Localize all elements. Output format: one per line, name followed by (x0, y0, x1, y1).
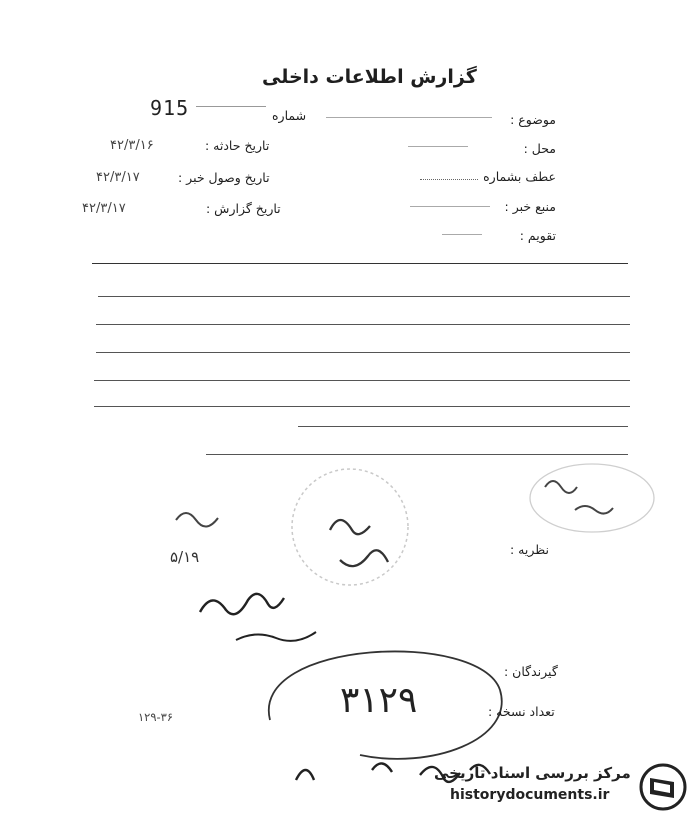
right-scrawl (545, 481, 613, 514)
recipients-label: گیرندگان : (504, 664, 558, 679)
signature-underline (236, 632, 316, 641)
number-label: شماره (272, 108, 307, 123)
number-value: 915 (150, 96, 190, 120)
archive-number: ۳۱۲۹ (340, 680, 418, 721)
report-date-label: تاریخ گزارش : (206, 201, 281, 216)
form-code: ۱۲۹-۳۶ (138, 710, 174, 724)
incident-date-label: تاریخ حادثه : (205, 138, 270, 153)
source-label: منبع خبر : (504, 199, 556, 214)
report-date-value: ۴۲/۳/۱۷ (82, 201, 126, 216)
evaluation-label: تقویم : (519, 228, 556, 243)
subject-label: موضوع : (510, 112, 556, 127)
centre-scrawl (330, 520, 388, 566)
margin-note: ۵/۱۹ (170, 548, 200, 566)
copies-label: تعداد نسخه : (488, 704, 555, 719)
receipt-date-value: ۴۲/۳/۱۷ (96, 170, 140, 185)
reference-label: عطف بشماره (483, 169, 556, 184)
watermark-url: historydocuments.ir (450, 787, 610, 803)
watermark-name: مرکز بررسی اسناد تاریخی (434, 764, 631, 782)
report-title: گزارش اطلاعات داخلی (262, 66, 477, 88)
signature-scrawl (200, 594, 284, 614)
place-label: محل : (523, 141, 556, 156)
opinion-label: نظریه : (510, 542, 549, 557)
archive-logo-icon (636, 762, 690, 812)
left-scrawl (176, 513, 218, 527)
receipt-date-label: تاریخ وصول خبر : (178, 170, 270, 185)
incident-date-value: ۴۲/۳/۱۶ (110, 138, 154, 153)
right-seal-faint (530, 464, 654, 532)
